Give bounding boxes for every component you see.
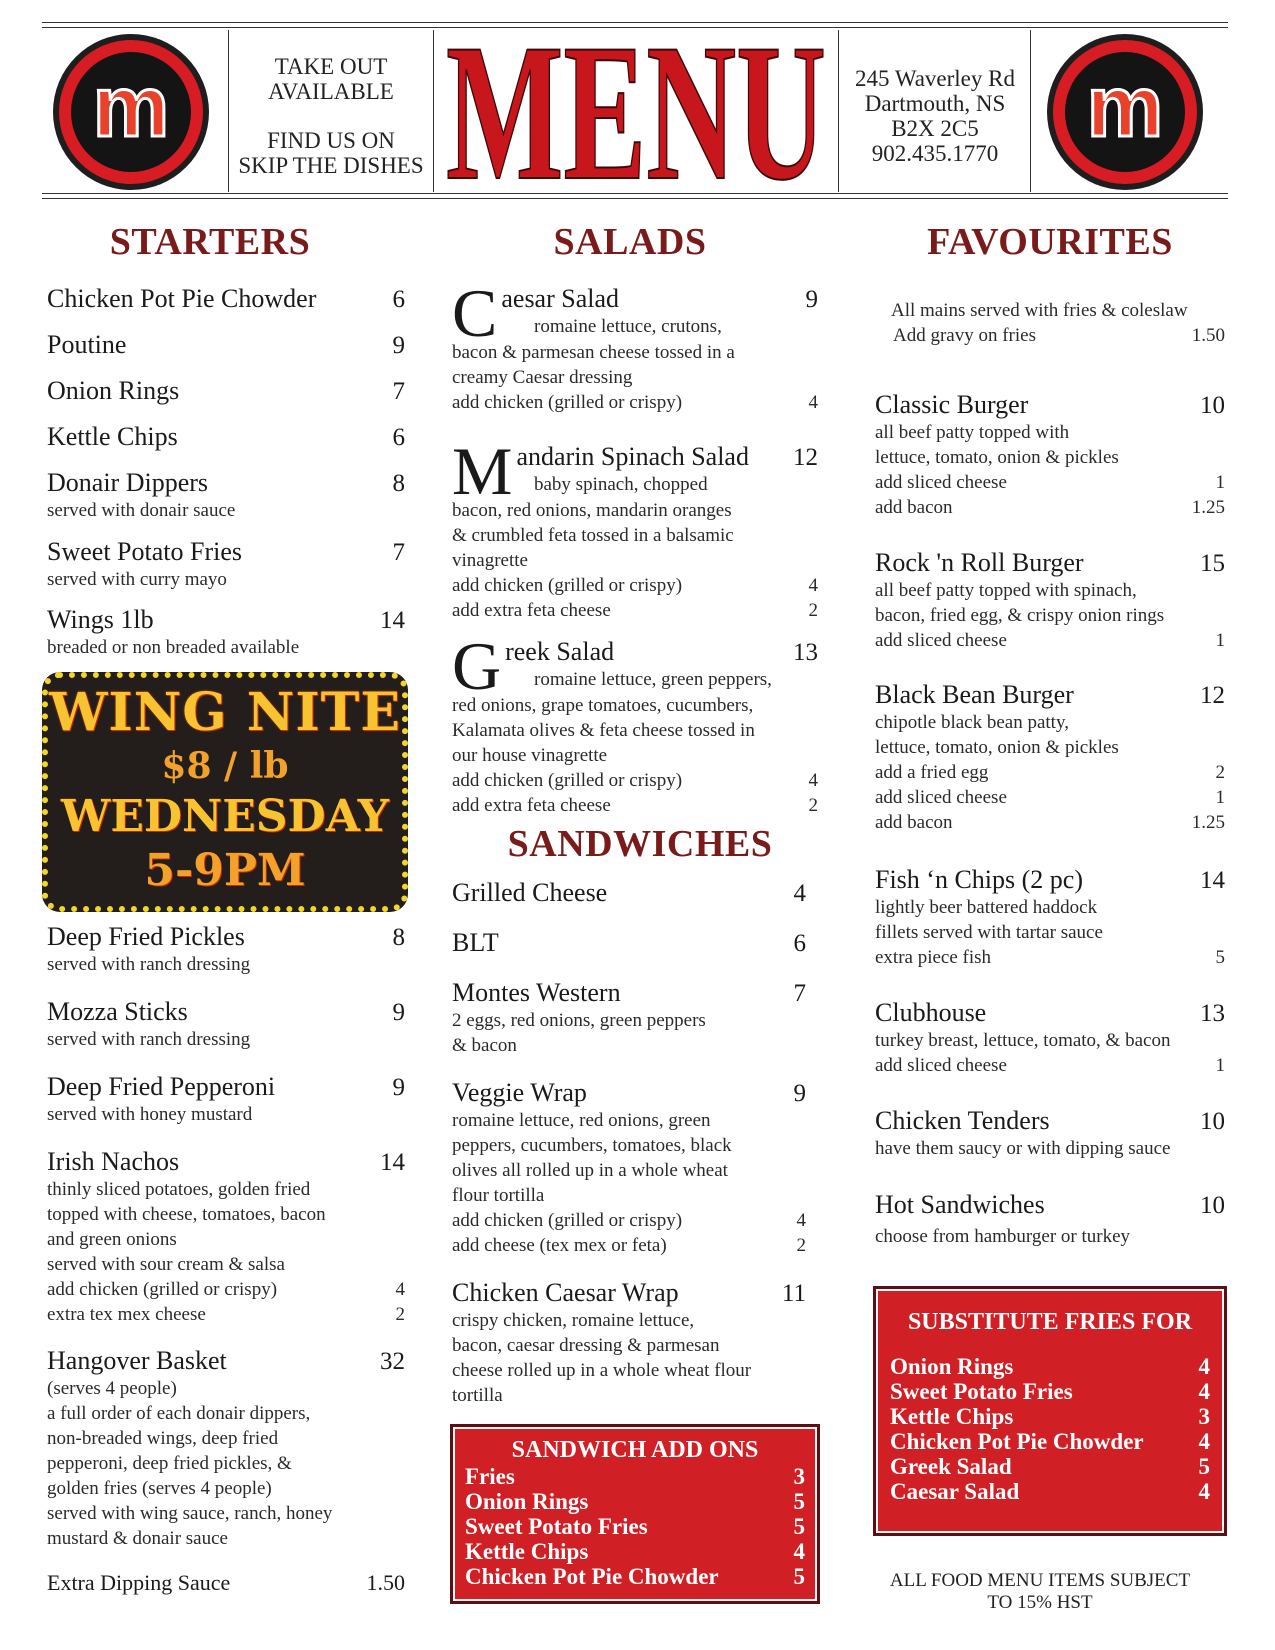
item-name: Fish ‘n Chips (2 pc)	[875, 865, 1083, 894]
item-desc-line: choose from hamburger or turkey	[875, 1226, 1131, 1247]
list-item	[47, 537, 405, 592]
item-name: Mozza Sticks	[47, 997, 188, 1026]
item-addon	[875, 945, 1225, 970]
item-addon	[875, 495, 1225, 520]
addon-price: 2	[1215, 762, 1225, 783]
item-price: 14	[380, 1149, 405, 1176]
list-item	[47, 1570, 405, 1596]
addon-price: 2	[808, 795, 818, 816]
item-price: 11	[781, 1280, 806, 1307]
item-desc-line: (serves 4 people)	[47, 1378, 177, 1399]
address-city: Dartmouth, NS	[864, 91, 1006, 116]
addon-label: add chicken (grilled or crispy)	[452, 575, 683, 596]
wing-nite-hours: 5-9PM	[144, 845, 306, 896]
header-divider	[838, 30, 839, 192]
item-name: Black Bean Burger	[875, 680, 1074, 709]
wing-nite-promo	[42, 672, 408, 912]
item-desc-line: lightly beer battered haddock	[875, 897, 1098, 918]
tax-note-line: TO 15% HST	[987, 1592, 1093, 1613]
favourites-note	[891, 298, 1225, 348]
substitute-row	[890, 1429, 1210, 1454]
addon-label: Onion Rings	[465, 1489, 589, 1514]
addon-label: Fries	[465, 1464, 515, 1489]
item-price: 10	[1200, 392, 1225, 419]
addon-label: add bacon	[875, 497, 953, 518]
addon-price: 4	[793, 1539, 805, 1564]
item-desc-line: golden fries (serves 4 people)	[47, 1478, 272, 1499]
item-desc-line: vinagrette	[452, 550, 528, 571]
wing-nite-day: WEDNESDAY	[60, 791, 390, 842]
item-name: Extra Dipping Sauce	[47, 1570, 231, 1595]
item-price: 1.50	[366, 1570, 405, 1595]
addon-price: 5	[1215, 947, 1225, 968]
addon-row	[465, 1489, 805, 1514]
item-desc-line: non-breaded wings, deep fried	[47, 1428, 279, 1449]
tax-note	[860, 1570, 1220, 1614]
item-name: Kettle Chips	[47, 422, 178, 451]
item-price: 14	[380, 607, 405, 634]
item-desc-line: served with wing sauce, ranch, honey	[47, 1503, 333, 1524]
substitute-row	[890, 1354, 1210, 1379]
addon-label: extra tex mex cheese	[47, 1304, 206, 1325]
item-desc: breaded or non breaded available	[47, 637, 300, 658]
item-name: andarin Spinach Salad	[516, 442, 749, 471]
item-desc-line: bacon, red onions, mandarin oranges	[452, 500, 732, 521]
list-item	[875, 865, 1225, 970]
addon-price: 4	[808, 575, 818, 596]
list-item	[452, 978, 806, 1058]
item-name: Wings 1lb	[47, 605, 154, 634]
list-item	[875, 1106, 1225, 1161]
addon-label: add chicken (grilled or crispy)	[452, 770, 683, 791]
menu-title-text: MENU	[446, 26, 826, 196]
item-desc-line: mustard & donair sauce	[47, 1528, 228, 1549]
takeout-line: TAKE OUT	[274, 54, 388, 79]
item-price: 9	[392, 999, 405, 1026]
logo-letter: m	[1086, 59, 1164, 155]
item-name: Montes Western	[452, 978, 621, 1007]
item-price: 6	[392, 424, 405, 451]
item-price: 9	[392, 1074, 405, 1101]
addon-label: add sliced cheese	[875, 1055, 1007, 1076]
item-desc: served with donair sauce	[47, 500, 236, 521]
list-item	[47, 997, 405, 1052]
item-desc-line: & bacon	[452, 1035, 517, 1056]
list-item	[47, 1072, 405, 1127]
addon-price: 5	[793, 1564, 805, 1589]
list-item	[47, 468, 405, 523]
addon-label: add bacon	[875, 812, 953, 833]
address-postal: B2X 2C5	[891, 116, 979, 141]
addon-label: add extra feta cheese	[452, 600, 611, 621]
item-desc-line: lettuce, tomato, onion & pickles	[875, 447, 1119, 468]
addon-price: 2	[796, 1235, 806, 1256]
item-desc-line: romaine lettuce, red onions, green	[452, 1110, 711, 1131]
list-item	[47, 605, 405, 660]
item-desc: served with honey mustard	[47, 1104, 253, 1125]
item-desc: served with ranch dressing	[47, 1029, 251, 1050]
item-addon	[875, 628, 1225, 653]
addon-price: 1	[1215, 472, 1225, 493]
logo-letter: m	[92, 59, 170, 155]
item-name: Hangover Basket	[47, 1346, 227, 1375]
item-desc-line: fillets served with tartar sauce	[875, 922, 1103, 943]
item-addon	[875, 1053, 1225, 1078]
substitute-price: 3	[1198, 1404, 1210, 1429]
addon-price: 2	[808, 600, 818, 621]
list-item	[452, 878, 806, 908]
item-addon	[47, 1277, 405, 1302]
list-item	[875, 1190, 1225, 1249]
substitute-row	[890, 1454, 1210, 1479]
item-desc-line: and green onions	[47, 1229, 177, 1250]
item-price: 7	[793, 980, 806, 1007]
addon-label: add extra feta cheese	[452, 795, 611, 816]
addon-label: add sliced cheese	[875, 472, 1007, 493]
addon-price: 4	[796, 1210, 806, 1231]
list-item	[875, 680, 1225, 835]
item-desc-line: our house vinagrette	[452, 745, 608, 766]
addon-price: 1	[1215, 630, 1225, 651]
list-item	[47, 1147, 405, 1327]
addon-price: 5	[793, 1514, 805, 1539]
substitute-label: Caesar Salad	[890, 1479, 1020, 1504]
item-desc-line: 2 eggs, red onions, green peppers	[452, 1010, 706, 1031]
item-desc-line: creamy Caesar dressing	[452, 367, 633, 388]
item-name: Chicken Tenders	[875, 1106, 1050, 1135]
drop-cap: G	[452, 628, 502, 704]
item-name: Poutine	[47, 330, 127, 359]
drop-cap: C	[452, 275, 498, 351]
item-name: Deep Fried Pepperoni	[47, 1072, 276, 1101]
addon-row	[465, 1464, 805, 1489]
item-desc-line: thinly sliced potatoes, golden fried	[47, 1179, 311, 1200]
item-price: 6	[793, 930, 806, 957]
item-name: Deep Fried Pickles	[47, 922, 245, 951]
item-desc-line: baby spinach, chopped	[534, 474, 708, 495]
item-name: Hot Sandwiches	[875, 1190, 1045, 1219]
salads-heading: SALADS	[553, 221, 707, 263]
addon-label: Kettle Chips	[465, 1539, 589, 1564]
item-price: 9	[805, 286, 818, 313]
item-desc-line: flour tortilla	[452, 1185, 545, 1206]
list-item	[47, 1346, 405, 1551]
item-price: 14	[1200, 867, 1225, 894]
item-addon	[452, 1208, 806, 1233]
addon-price: 5	[793, 1489, 805, 1514]
favourites-heading: FAVOURITES	[927, 221, 1173, 263]
item-price: 15	[1200, 550, 1225, 577]
substitute-price: 4	[1198, 1479, 1210, 1504]
addon-price: 1.25	[1191, 497, 1225, 518]
item-addon	[452, 1233, 806, 1258]
addon-price: 2	[395, 1304, 405, 1325]
item-name: Grilled Cheese	[452, 878, 608, 907]
item-desc-line: have them saucy or with dipping sauce	[875, 1138, 1171, 1159]
item-price: 4	[793, 880, 806, 907]
item-price: 9	[793, 1080, 806, 1107]
item-price: 9	[392, 332, 405, 359]
sandwich-addons-box	[450, 1424, 820, 1604]
addon-label: Sweet Potato Fries	[465, 1514, 648, 1539]
item-desc-line: bacon & parmesan cheese tossed in a	[452, 342, 735, 363]
addon-price: 1	[1215, 787, 1225, 808]
addon-price: 4	[395, 1279, 405, 1300]
item-desc-line: lettuce, tomato, onion & pickles	[875, 737, 1119, 758]
item-desc-line: Kalamata olives & feta cheese tossed in	[452, 720, 755, 741]
wing-nite-price: $8 / lb	[161, 745, 289, 787]
substitute-label: Greek Salad	[890, 1454, 1012, 1479]
substitute-price: 4	[1198, 1354, 1210, 1379]
item-price: 10	[1200, 1192, 1225, 1219]
addon-price: 3	[793, 1464, 805, 1489]
addon-price: 1	[1215, 1055, 1225, 1076]
address-street: 245 Waverley Rd	[855, 66, 1015, 91]
substitute-label: Sweet Potato Fries	[890, 1379, 1073, 1404]
addon-row	[465, 1564, 805, 1589]
item-name: Sweet Potato Fries	[47, 537, 242, 566]
item-desc-line: bacon, fried egg, & crispy onion rings	[875, 605, 1165, 626]
gravy-price: 1.50	[1191, 325, 1225, 346]
addon-label: add chicken (grilled or crispy)	[452, 1210, 683, 1231]
wing-nite-title: WING NITE	[49, 682, 401, 743]
item-price: 10	[1200, 1108, 1225, 1135]
item-price: 7	[392, 378, 405, 405]
addon-label: extra piece fish	[875, 947, 992, 968]
item-desc: served with curry mayo	[47, 569, 227, 590]
item-name: Clubhouse	[875, 998, 987, 1027]
item-name: Chicken Pot Pie Chowder	[47, 284, 317, 313]
addon-row	[465, 1539, 805, 1564]
substitute-label: Onion Rings	[890, 1354, 1014, 1379]
addon-price: 4	[808, 770, 818, 791]
substitute-fries-title: SUBSTITUTE FRIES FOR	[907, 1309, 1193, 1335]
item-addon	[875, 470, 1225, 495]
item-price: 13	[1200, 1000, 1225, 1027]
list-item	[47, 376, 405, 406]
item-desc-line: chipotle black bean patty,	[875, 712, 1069, 733]
header-divider	[433, 30, 434, 192]
address-phone: 902.435.1770	[871, 141, 999, 166]
substitute-label: Chicken Pot Pie Chowder	[890, 1429, 1144, 1454]
item-name: Chicken Caesar Wrap	[452, 1278, 679, 1307]
substitute-row	[890, 1379, 1210, 1404]
list-item	[452, 928, 806, 958]
item-name: Irish Nachos	[47, 1147, 180, 1176]
item-addon	[875, 810, 1225, 835]
item-price: 7	[392, 539, 405, 566]
item-price: 12	[793, 444, 818, 471]
addon-label: add chicken (grilled or crispy)	[47, 1279, 278, 1300]
item-name: reek Salad	[505, 637, 615, 666]
item-desc-line: romaine lettuce, green peppers,	[534, 669, 772, 690]
item-desc-line: served with sour cream & salsa	[47, 1254, 285, 1275]
list-item	[47, 284, 405, 314]
tax-note-line: ALL FOOD MENU ITEMS SUBJECT	[889, 1570, 1191, 1591]
item-price: 6	[392, 286, 405, 313]
item-desc-line: crispy chicken, romaine lettuce,	[452, 1310, 695, 1331]
list-item	[47, 422, 405, 452]
substitute-price: 4	[1198, 1429, 1210, 1454]
addon-label: add chicken (grilled or crispy)	[452, 392, 683, 413]
list-item	[452, 1278, 806, 1408]
drop-cap: M	[452, 433, 513, 509]
list-item	[47, 922, 405, 977]
item-price: 8	[392, 924, 405, 951]
addon-label: add cheese (tex mex or feta)	[452, 1235, 667, 1256]
item-price: 8	[392, 470, 405, 497]
item-desc-line: topped with cheese, tomatoes, bacon	[47, 1204, 326, 1225]
sandwich-addons-title: SANDWICH ADD ONS	[511, 1437, 759, 1463]
substitute-row	[890, 1404, 1210, 1429]
item-desc-line: & crumbled feta tossed in a balsamic	[452, 525, 734, 546]
gravy-note: Add gravy on fries	[893, 325, 1036, 346]
addon-label: add a fried egg	[875, 762, 989, 783]
item-name: Rock 'n Roll Burger	[875, 548, 1084, 577]
item-addon	[875, 785, 1225, 810]
item-price: 13	[793, 639, 818, 666]
sandwiches-heading: SANDWICHES	[507, 823, 773, 865]
item-desc-line: all beef patty topped with	[875, 422, 1070, 443]
skip-line: FIND US ON	[267, 128, 395, 153]
item-name: Onion Rings	[47, 376, 180, 405]
item-desc-line: romaine lettuce, crutons,	[534, 316, 722, 337]
item-desc-line: olives all rolled up in a whole wheat	[452, 1160, 728, 1181]
item-desc-line: a full order of each donair dippers,	[47, 1403, 311, 1424]
addon-label: add sliced cheese	[875, 787, 1007, 808]
item-price: 32	[380, 1348, 405, 1375]
list-item	[47, 330, 405, 360]
addon-label: add sliced cheese	[875, 630, 1007, 651]
item-desc-line: peppers, cucumbers, tomatoes, black	[452, 1135, 732, 1156]
takeout-line: AVAILABLE	[268, 79, 394, 104]
item-desc-line: cheese rolled up in a whole wheat flour	[452, 1360, 752, 1381]
item-addon	[47, 1302, 405, 1327]
addon-price: 1.25	[1191, 812, 1225, 833]
item-desc-line: turkey breast, lettuce, tomato, & bacon	[875, 1030, 1171, 1051]
item-desc: served with ranch dressing	[47, 954, 251, 975]
skip-line: SKIP THE DISHES	[238, 153, 424, 178]
item-addon	[875, 760, 1225, 785]
addon-row	[465, 1514, 805, 1539]
substitute-row	[890, 1479, 1210, 1504]
item-desc-line: all beef patty topped with spinach,	[875, 580, 1137, 601]
item-desc-line: red onions, grape tomatoes, cucumbers,	[452, 695, 754, 716]
list-item	[875, 998, 1225, 1078]
starters-heading: STARTERS	[109, 221, 311, 263]
item-name: aesar Salad	[501, 284, 620, 313]
item-price: 12	[1200, 682, 1225, 709]
list-item	[875, 390, 1225, 520]
substitute-price: 5	[1198, 1454, 1210, 1479]
item-name: Classic Burger	[875, 390, 1029, 419]
substitute-price: 4	[1198, 1379, 1210, 1404]
item-name: BLT	[452, 928, 499, 957]
substitute-fries-box	[873, 1286, 1227, 1536]
substitute-label: Kettle Chips	[890, 1404, 1014, 1429]
item-desc-line: pepperoni, deep fried pickles, &	[47, 1453, 292, 1474]
sandwiches-column	[452, 0, 806, 1650]
list-item	[875, 548, 1225, 653]
item-desc-line: bacon, caesar dressing & parmesan	[452, 1335, 720, 1356]
mains-note: All mains served with fries & coleslaw	[891, 300, 1188, 321]
list-item	[452, 1078, 806, 1258]
item-name: Veggie Wrap	[452, 1078, 587, 1107]
item-name: Donair Dippers	[47, 468, 209, 497]
item-desc-line: tortilla	[452, 1385, 503, 1406]
addon-price: 4	[808, 392, 818, 413]
addon-label: Chicken Pot Pie Chowder	[465, 1564, 719, 1589]
